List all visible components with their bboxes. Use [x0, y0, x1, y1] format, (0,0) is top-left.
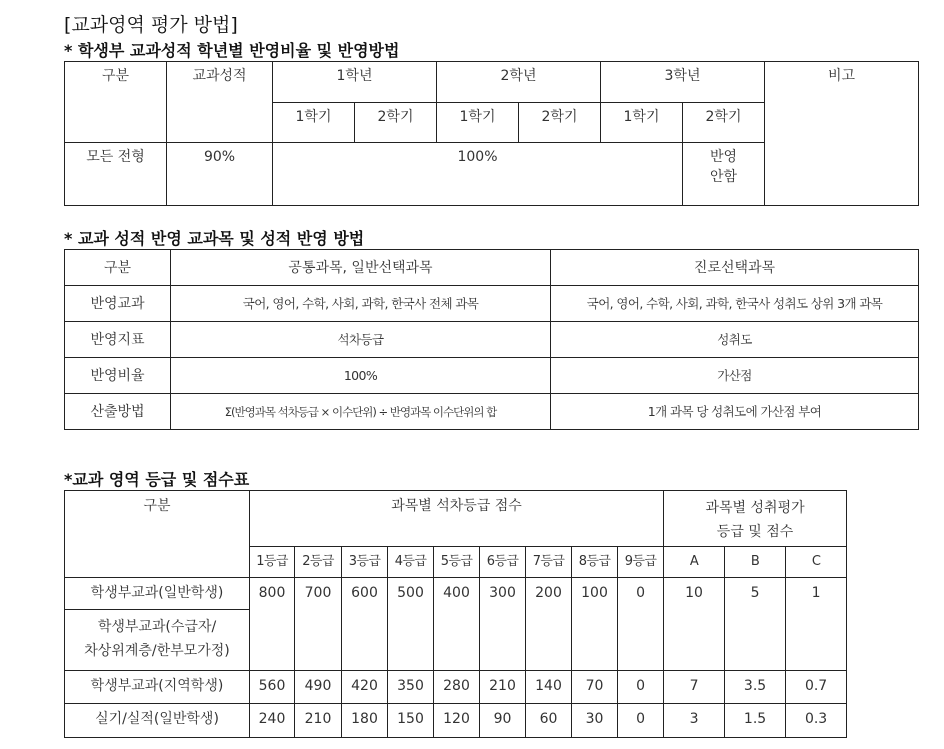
common-value: Σ(반영과목 석차등급 × 이수단위) ÷ 반영과목 이수단위의 합	[171, 394, 551, 430]
grade-header: 9등급	[618, 547, 664, 578]
score-cell: 140	[526, 671, 572, 704]
header-semester: 2학기	[355, 103, 437, 143]
score-cell: 7	[664, 671, 725, 704]
score-cell: 560	[250, 671, 295, 704]
header-achievement-line-2: 등급 및 점수	[716, 524, 794, 540]
score-cell: 90	[480, 704, 526, 738]
page-title: [교과영역 평가 방법]	[64, 14, 238, 36]
header-year-1: 1학년	[273, 62, 437, 103]
common-value: 국어, 영어, 수학, 사회, 과학, 한국사 전체 과목	[171, 286, 551, 322]
grade-header: 4등급	[388, 547, 434, 578]
career-value: 1개 과목 당 성취도에 가산점 부여	[551, 394, 919, 430]
grade-header: 7등급	[526, 547, 572, 578]
grade-header: B	[725, 547, 786, 578]
score-cell: 5	[725, 578, 786, 671]
header-semester: 1학기	[601, 103, 683, 143]
score-cell: 200	[526, 578, 572, 671]
header-year-3: 3학년	[601, 62, 765, 103]
score-cell: 0	[618, 578, 664, 671]
career-value: 가산점	[551, 358, 919, 394]
score-cell: 180	[342, 704, 388, 738]
score-cell: 3.5	[725, 671, 786, 704]
score-cell: 1.5	[725, 704, 786, 738]
grade-score-table	[64, 490, 847, 738]
score-cell: 0.3	[786, 704, 847, 738]
grade-header: 8등급	[572, 547, 618, 578]
score-cell: 300	[480, 578, 526, 671]
score-cell: 280	[434, 671, 480, 704]
score-cell: 60	[526, 704, 572, 738]
excluded-cell	[683, 143, 765, 206]
grade-header: 2등급	[295, 547, 342, 578]
header-semester: 2학기	[519, 103, 601, 143]
score-cell: 100	[572, 578, 618, 671]
score-cell: 350	[388, 671, 434, 704]
row-label: 학생부교과(일반학생)	[65, 578, 250, 610]
score-cell: 800	[250, 578, 295, 671]
score-cell: 700	[295, 578, 342, 671]
score-cell: 1	[786, 578, 847, 671]
row-label: 반영지표	[65, 322, 171, 358]
header-common-subjects: 공통과목, 일반선택과목	[171, 250, 551, 286]
score-cell: 0	[618, 704, 664, 738]
header-gubun: 구분	[65, 62, 167, 143]
career-value: 국어, 영어, 수학, 사회, 과학, 한국사 성취도 상위 3개 과목	[551, 286, 919, 322]
grade-header: 6등급	[480, 547, 526, 578]
grade-ratio-value: 90%	[167, 143, 273, 206]
header-year-2: 2학년	[437, 62, 601, 103]
row-label: 반영비율	[65, 358, 171, 394]
score-cell: 490	[295, 671, 342, 704]
header-gubun: 구분	[65, 250, 171, 286]
grade-header: 3등급	[342, 547, 388, 578]
common-value: 100%	[171, 358, 551, 394]
score-cell: 30	[572, 704, 618, 738]
score-cell: 150	[388, 704, 434, 738]
subject-method-table	[64, 249, 919, 430]
excluded-text-1: 반영	[709, 149, 738, 165]
grade-header: 5등급	[434, 547, 480, 578]
score-cell: 0.7	[786, 671, 847, 704]
score-cell: 3	[664, 704, 725, 738]
row-label: 학생부교과(지역학생)	[65, 671, 250, 704]
row-label: 모든 전형	[65, 143, 167, 206]
score-cell: 420	[342, 671, 388, 704]
header-gubun: 구분	[65, 491, 250, 578]
row-label: 반영교과	[65, 286, 171, 322]
section-heading-score-table: *교과 영역 등급 및 점수표	[64, 470, 250, 489]
score-cell: 10	[664, 578, 725, 671]
score-cell: 210	[295, 704, 342, 738]
row-label: 실기/실적(일반학생)	[65, 704, 250, 738]
header-semester: 1학기	[437, 103, 519, 143]
score-cell: 400	[434, 578, 480, 671]
excluded-text-2: 안함	[709, 169, 738, 185]
grade-header: C	[786, 547, 847, 578]
score-cell: 210	[480, 671, 526, 704]
career-value: 성취도	[551, 322, 919, 358]
score-cell: 120	[434, 704, 480, 738]
header-achievement	[664, 491, 847, 547]
year-ratio-value: 100%	[273, 143, 683, 206]
section-heading-subjects: * 교과 성적 반영 교과목 및 성적 반영 방법	[64, 229, 365, 248]
common-value: 석차등급	[171, 322, 551, 358]
grade-ratio-table	[64, 61, 919, 206]
score-cell: 0	[618, 671, 664, 704]
header-rank-score: 과목별 석차등급 점수	[250, 491, 664, 547]
score-cell: 240	[250, 704, 295, 738]
row-label: 산출방법	[65, 394, 171, 430]
header-achievement-line-1: 과목별 성취평가	[705, 500, 805, 516]
row-label	[65, 610, 250, 671]
row-label-line-2: 차상위계층/한부모가정)	[84, 643, 230, 659]
grade-header: A	[664, 547, 725, 578]
header-semester: 1학기	[273, 103, 355, 143]
header-semester: 2학기	[683, 103, 765, 143]
score-cell: 500	[388, 578, 434, 671]
row-label-line-1: 학생부교과(수급자/	[97, 619, 217, 635]
header-career-subjects: 진로선택과목	[551, 250, 919, 286]
score-cell: 70	[572, 671, 618, 704]
grade-header: 1등급	[250, 547, 295, 578]
score-cell: 600	[342, 578, 388, 671]
header-note: 비고	[765, 62, 919, 206]
header-grade: 교과성적	[167, 62, 273, 143]
section-heading-grade-ratio: * 학생부 교과성적 학년별 반영비율 및 반영방법	[64, 41, 400, 60]
